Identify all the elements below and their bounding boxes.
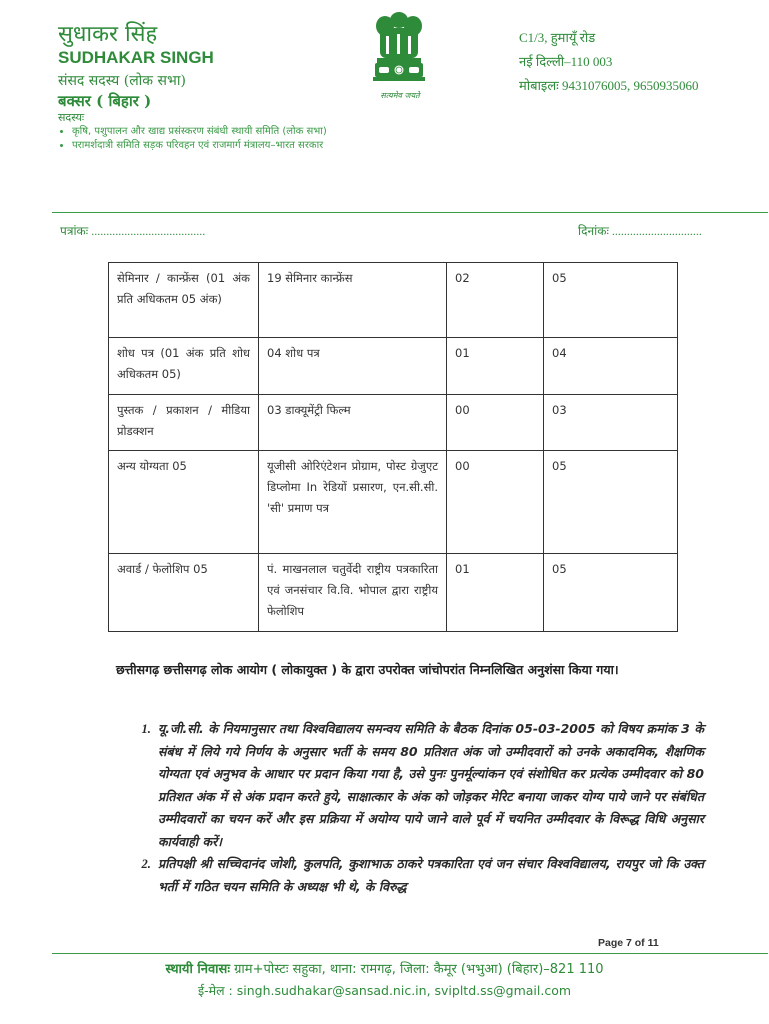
table-cell: 19 सेमिनार कान्फ्रेंस [259,263,447,338]
address-line-1: C1/3, हुमायूँ रोड [519,30,596,45]
table-row [109,554,678,632]
membership-list [58,125,358,153]
sender-designation: संसद सदस्य (लोक सभा) [58,73,186,89]
table-cell: 05 [544,263,678,338]
evaluation-table [108,262,678,632]
table-cell: अवार्ड / फेलोशिप 05 [109,554,259,632]
recommendation-list [116,718,704,898]
table-cell: पं. माखनलाल चतुर्वेदी राष्ट्रीय पत्रकारिता एवं जनसंचार वि.वि. भोपाल द्वारा राष्ट्रीय फेलोशिप [259,554,447,632]
table-cell: 02 [447,263,544,338]
table-row [109,451,678,554]
letterhead-sender [58,22,358,153]
date-field: दिनांकः .............................. [578,224,702,238]
mobile-label: मोबाइलः [519,78,559,93]
table-cell: शोध पत्र (01 अंक प्रति शोध अधिकतम 05) [109,338,259,395]
table-cell: 03 [544,395,678,451]
table-row [109,263,678,338]
sender-name-hindi: सुधाकर सिंह [58,22,158,47]
table-cell: 03 डाक्यूमेंट्री फिल्म [259,395,447,451]
table-row [109,395,678,451]
header-divider [52,212,768,213]
state-emblem-icon [366,6,432,106]
table-cell: 04 शोध पत्र [259,338,447,395]
email-label: ई-मेल : [197,983,233,998]
recommendation-item: 2. प्रतिपक्षी श्री सच्चिदानंद जोशी, कुलपति, कुशाभाऊ ठाकरे पत्रकारिता एवं जन संचार विश्वविद्यालय, रायपुर जो कि उक्त भर्ती में गठित चयन समिति के अध्यक्ष भी थे, के विरुद्ध [154,853,704,898]
table-cell: पुस्तक / प्रकाशन / मीडिया प्रोडक्शन [109,395,259,451]
table-cell: 05 [544,451,678,554]
footer-email [0,982,769,999]
mobile-numbers: 9431076005, 9650935060 [562,78,699,93]
emblem-motto: सत्यमेव जयते [380,91,420,100]
table-cell: 04 [544,338,678,395]
letterhead-address [519,26,759,98]
residence-address: ग्राम+पोस्टः सहुका, थाना: रामगढ़, जिला: कैमूर (भभुआ) (बिहार)–821 110 [234,962,604,977]
table-cell: अन्य योग्यता 05 [109,451,259,554]
page-number: Page 7 of 11 [598,937,659,949]
membership-item: • परामर्शदात्री समिति सड़क परिवहन एवं राजमार्ग मंत्रालय–भारत सरकार [72,139,358,153]
table-cell: सेमिनार / कान्फ्रेंस (01 अंक प्रति अधिकतम 05 अंक) [109,263,259,338]
email-addresses: singh.sudhakar@sansad.nic.in, svipltd.ss@gmail.com [236,983,572,998]
table-cell: 00 [447,395,544,451]
address-line-2: नई दिल्ली–110 003 [519,54,613,69]
sender-name-english: SUDHAKAR SINGH [58,48,214,67]
residence-label: स्थायी निवासः [165,962,230,977]
membership-item: • कृषि, पशुपालन और खाद्य प्रसंस्करण संबंधी स्थायी समिति (लोक सभा) [72,125,358,139]
reference-number-field: पत्रांकः ...................................... [60,224,206,238]
mobile-line [519,74,759,98]
table-cell: 01 [447,554,544,632]
sender-constituency: बक्सर ( बिहार ) [58,92,152,110]
table-row [109,338,678,395]
table-cell: 05 [544,554,678,632]
table-cell: यूजीसी ओरिएंटेशन प्रोग्राम, पोस्ट ग्रेजुएट डिप्लोमा In रेडियों प्रसारण, एन.सी.सी. 'सी' प्रमाण पत्र [259,451,447,554]
membership-heading: सदस्यः [58,111,85,124]
table-cell: 00 [447,451,544,554]
footer-divider [52,953,768,954]
recommendation-intro: छत्तीसगढ़ छत्तीसगढ़ लोक आयोग ( लोकायुक्त ) के द्वारा उपरोक्त जांचोपरांत निम्नलिखित अनुशंसा किया गया। [116,662,619,677]
recommendation-item: 1. यू.जी.सी. के नियमानुसार तथा विश्वविद्यालय समन्वय समिति के बैठक दिनांक 05-03-2005 को विषय क्रमांक 3 के संबंध में लिये गये निर्णय के अनुसार भर्ती के समय 80 प्रतिशत अंक जो उम्मीदवारों को उनके अकादमिक, शैक्षणिक योग्यता एवं अनुभव के आधार पर प्रदान किया गया है, उसे पुनः पुनर्मूल्यांकन एवं संशोधित कर प्रत्येक उम्मीदवार को 80 प्रतिशत अंक में से अंक प्रदान करते हुये, साक्षात्कार के अंक को जोड़कर मेरिट बनाया जाकर योग्य पाये जाने पर संबंधित उम्मीदवारों का चयन करें और इस प्रक्रिया में अयोग्य पाये जाने वाले पूर्व में चयनित उम्मीदवार के विरूद्ध विधि अनुसार कार्यवाही करें। [154,718,704,853]
table-cell: 01 [447,338,544,395]
footer-residence [0,959,769,977]
